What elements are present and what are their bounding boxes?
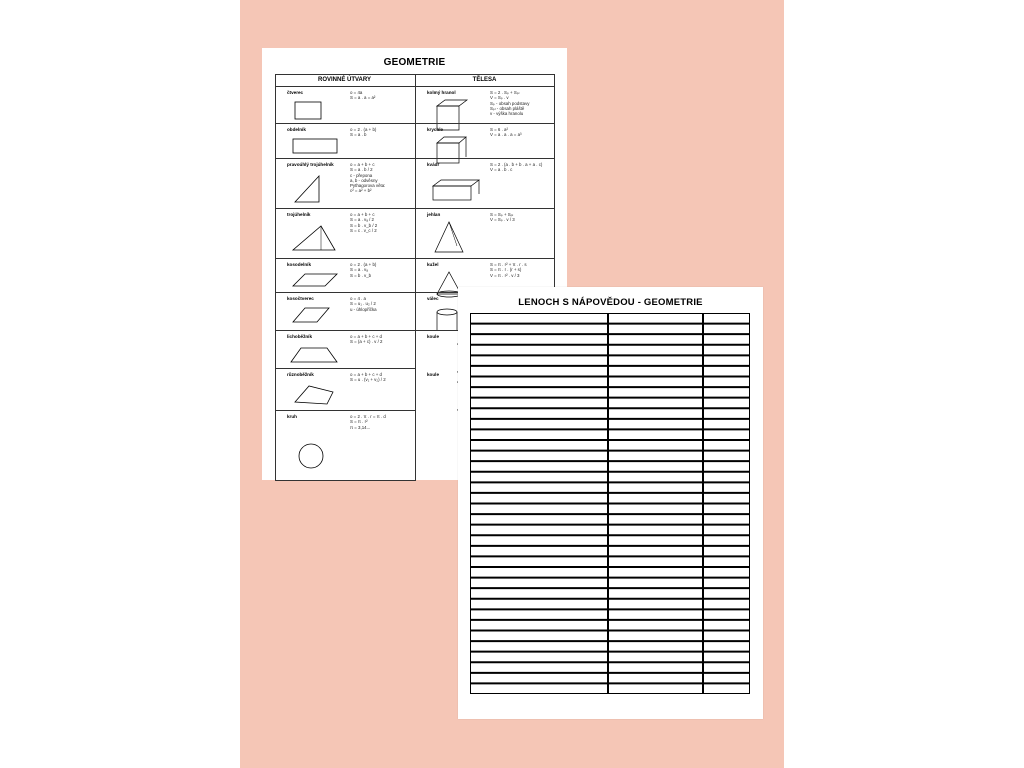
answer-cell — [704, 579, 749, 588]
answer-cell — [609, 526, 702, 535]
answer-cell — [471, 610, 607, 619]
answer-cell — [471, 579, 607, 588]
shape-name: čtverec — [287, 90, 304, 95]
shape-name: kosodelník — [287, 262, 311, 267]
answer-cell — [609, 505, 702, 514]
shape-formula: o = 2 . (a + b) S = a . b — [350, 127, 377, 138]
plane-cell — [275, 158, 415, 208]
shape-formula: o = 4a S = a . a = a² — [350, 90, 376, 101]
solid-cell — [415, 123, 555, 158]
answer-sheet — [458, 287, 763, 719]
answer-cell — [609, 420, 702, 429]
answer-cell — [609, 610, 702, 619]
answer-cell — [609, 335, 702, 344]
answer-cell — [471, 367, 607, 376]
answer-cell — [609, 547, 702, 556]
answer-cell — [704, 674, 749, 683]
plane-sketch-icon — [289, 304, 339, 328]
answer-cell — [471, 452, 607, 461]
answer-cell — [609, 600, 702, 609]
answer-cell — [609, 579, 702, 588]
answer-sheet-title: LENOCH S NÁPOVĚDOU - GEOMETRIE — [518, 297, 703, 308]
solid-cell — [415, 158, 555, 208]
answer-cell — [471, 420, 607, 429]
answer-cell — [609, 388, 702, 397]
solid-sketch-icon — [429, 98, 479, 121]
answer-cell — [704, 653, 749, 662]
plane-sketch-icon — [289, 170, 339, 206]
answer-cell — [471, 684, 607, 693]
shape-name: obdelník — [287, 127, 306, 132]
plane-cell — [275, 208, 415, 258]
answer-cell — [704, 420, 749, 429]
shape-formula: S = π . r² + π . r . s S = π . r . (r + s) V = π . r² . v / 3 — [490, 262, 527, 278]
shape-formula: S = 6 . a² V = a . a . a = a³ — [490, 127, 522, 138]
answer-cell — [704, 526, 749, 535]
answer-cell — [704, 494, 749, 503]
answer-cell — [471, 557, 607, 566]
answer-cell — [704, 642, 749, 651]
shape-name: krychle — [427, 127, 444, 132]
header-plane-shapes: ROVINNÉ ÚTVARY — [317, 77, 371, 83]
answer-cell — [609, 632, 702, 641]
shape-name: kvádr — [427, 162, 440, 167]
shape-name: lichoběžník — [287, 334, 313, 339]
shape-formula: o = 4 . a S = u₁ . u₂ / 2 u - úhlopříčka — [350, 296, 377, 312]
answer-cell — [609, 325, 702, 334]
answer-cell — [609, 653, 702, 662]
plane-sketch-icon — [289, 135, 339, 156]
shape-name: kruh — [287, 414, 297, 419]
shape-formula: S = Sₚ + Sₚₗ V = Sₚ . v / 3 — [490, 212, 515, 223]
shape-name: různoběžník — [287, 372, 314, 377]
shape-formula: o = 2 . π . r = π . d S = π . r² π = 3,14... — [350, 414, 386, 430]
answer-cell — [609, 378, 702, 387]
shape-formula: S = 2 . (a . b + b . a + a . c) V = a . b . c — [490, 162, 543, 173]
answer-cell — [471, 536, 607, 545]
answer-cell — [609, 494, 702, 503]
answer-cell — [471, 494, 607, 503]
plane-cell — [275, 292, 415, 330]
answer-cell — [609, 483, 702, 492]
answer-cell — [704, 409, 749, 418]
answer-cell — [471, 388, 607, 397]
shape-formula: S = 2 . Sₚ + Sₚₗ V = Sₚ . v Sₚ - obsah podstavy Sₚₗ - obsah pláště v - výška hranolu — [490, 90, 530, 117]
answer-cell — [704, 399, 749, 408]
answer-cell — [704, 335, 749, 344]
answer-cell — [704, 505, 749, 514]
answer-cell — [609, 314, 702, 323]
answer-cell — [609, 367, 702, 376]
shape-name: kosočtverec — [287, 296, 314, 301]
answer-cell — [609, 346, 702, 355]
answer-cell — [609, 462, 702, 471]
solid-sketch-icon — [429, 220, 479, 256]
shape-name: válec — [427, 296, 439, 301]
answer-cell — [609, 430, 702, 439]
answer-cell — [609, 409, 702, 418]
answer-cell — [609, 568, 702, 577]
answer-cell — [471, 515, 607, 524]
shape-name: kužel — [427, 262, 439, 267]
answer-cell — [704, 346, 749, 355]
answer-cell — [609, 441, 702, 450]
plane-sketch-icon — [289, 380, 339, 408]
solid-cell — [415, 208, 555, 258]
plane-sketch-icon — [289, 422, 339, 478]
answer-cell — [471, 473, 607, 482]
answer-cell — [704, 621, 749, 630]
shape-name: koule — [427, 334, 439, 339]
plane-sketch-icon — [289, 98, 339, 121]
plane-sketch-icon — [289, 220, 339, 256]
answer-cell — [609, 557, 702, 566]
shape-name: jehlan — [427, 212, 441, 217]
answer-cell — [471, 409, 607, 418]
answer-cell — [609, 589, 702, 598]
answer-cell — [471, 547, 607, 556]
answer-cell — [471, 674, 607, 683]
answer-cell — [471, 663, 607, 672]
answer-cell — [471, 399, 607, 408]
answer-cell — [471, 483, 607, 492]
answer-cell — [704, 663, 749, 672]
answer-cell — [704, 452, 749, 461]
answer-cell — [609, 642, 702, 651]
plane-cell — [275, 410, 415, 480]
answer-cell — [704, 483, 749, 492]
shape-name: kolmý hranol — [427, 90, 456, 95]
header-solids: TĚLESA — [472, 77, 497, 83]
answer-cell — [471, 653, 607, 662]
answer-cell — [471, 589, 607, 598]
solid-cell — [415, 86, 555, 123]
shape-name: trojúhelník — [287, 212, 311, 217]
answer-cell — [471, 642, 607, 651]
answer-cell — [609, 674, 702, 683]
answer-cell — [609, 536, 702, 545]
shape-name: pravoúhlý trojúhelník — [287, 162, 334, 167]
answer-cell — [704, 462, 749, 471]
shape-formula: o = 2 . (a + b) S = a . vₐ S = b . v_b — [350, 262, 377, 278]
answer-cell — [609, 356, 702, 365]
answer-cell — [471, 356, 607, 365]
shape-formula: o = a + b + c + d S = u . (v₁ + v₂) / 2 — [350, 372, 386, 383]
solid-sketch-icon — [429, 170, 479, 206]
answer-cell — [704, 473, 749, 482]
plane-cell — [275, 258, 415, 292]
solid-sketch-icon — [429, 135, 479, 156]
answer-cell — [704, 568, 749, 577]
answer-cell — [609, 473, 702, 482]
answer-cell — [704, 356, 749, 365]
answer-cell — [704, 610, 749, 619]
answer-cell — [609, 663, 702, 672]
answer-cell — [609, 399, 702, 408]
table-bottom-border — [275, 480, 416, 481]
plane-cell — [275, 123, 415, 158]
answer-cell — [704, 430, 749, 439]
answer-cell — [471, 441, 607, 450]
answer-cell — [471, 346, 607, 355]
answer-cell — [609, 684, 702, 693]
answer-cell — [471, 314, 607, 323]
answer-cell — [471, 621, 607, 630]
answer-cell — [471, 505, 607, 514]
answer-cell — [609, 515, 702, 524]
answer-cell — [609, 621, 702, 630]
answer-cell — [704, 547, 749, 556]
answer-cell — [704, 378, 749, 387]
answer-cell — [704, 600, 749, 609]
shape-formula: o = a + b + c S = a . vₐ / 2 S = b . v_b / 2 S = c . v_c / 2 — [350, 212, 378, 233]
answer-cell — [704, 441, 749, 450]
answer-cell — [704, 515, 749, 524]
answer-cell — [704, 314, 749, 323]
shape-formula: o = a + b + c S = a . b / 2 c - přepona a, b - odvěsny Pythagorova věta: c² = a² + b² — [350, 162, 386, 194]
answer-cell — [704, 589, 749, 598]
answer-cell — [704, 632, 749, 641]
answer-cell — [704, 536, 749, 545]
answer-cell — [704, 684, 749, 693]
sheet-title: GEOMETRIE — [383, 57, 446, 68]
answer-cell — [471, 430, 607, 439]
answer-cell — [471, 462, 607, 471]
answer-cell — [704, 557, 749, 566]
plane-sketch-icon — [289, 270, 339, 290]
answer-cell — [704, 367, 749, 376]
answer-cell — [609, 452, 702, 461]
answer-cell — [704, 325, 749, 334]
answer-cell — [704, 388, 749, 397]
answer-cell — [471, 632, 607, 641]
answer-grid — [470, 313, 750, 694]
plane-cell — [275, 368, 415, 410]
plane-cell — [275, 330, 415, 368]
plane-sketch-icon — [289, 342, 339, 366]
answer-cell — [471, 378, 607, 387]
answer-cell — [471, 600, 607, 609]
answer-cell — [471, 526, 607, 535]
answer-cell — [471, 568, 607, 577]
answer-cell — [471, 335, 607, 344]
plane-cell — [275, 86, 415, 123]
shape-formula: o = a + b + c + d S = (a + c) . v / 2 — [350, 334, 383, 345]
shape-name: koule — [427, 372, 439, 377]
answer-cell — [471, 325, 607, 334]
